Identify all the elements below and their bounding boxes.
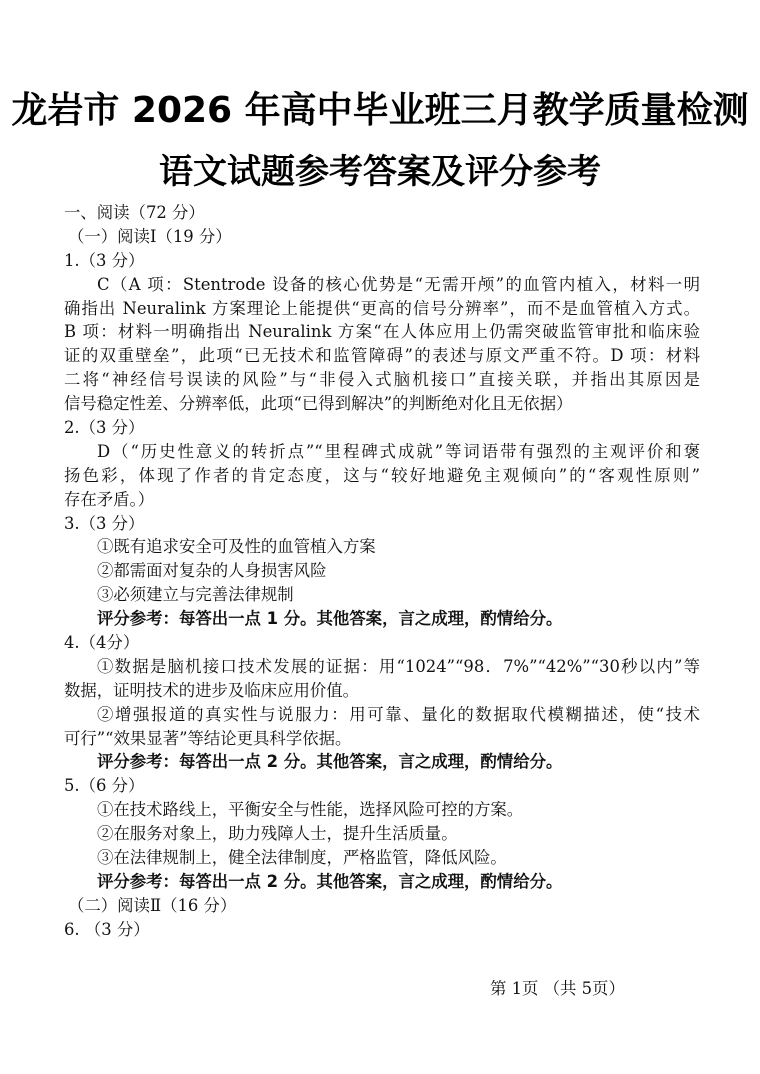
text-line: D（“历史性意义的转折点”“里程碑式成就”等词语带有强烈的主观评价和褒 xyxy=(97,441,700,461)
text-line: ②都需面对复杂的人身损害风险 xyxy=(97,561,327,581)
text-line: ③在法律规制上，健全法律制度，严格监管，降低风险。 xyxy=(97,848,507,868)
text-line: 评分参考：每答出一点 2 分。其他答案，言之成理，酌情给分。 xyxy=(97,752,563,772)
document-subtitle: 语文试题参考答案及评分参考 xyxy=(159,152,601,192)
text-line: 4.（4分） xyxy=(64,633,140,653)
text-line: ①数据是脑机接口技术发展的证据：用“1024”“98．7%”“42%”“30秒以内”等 xyxy=(97,656,700,676)
text-line: 扬色彩，体现了作者的肯定态度，这与“较好地避免主观倾向”的“客观性原则” xyxy=(64,465,700,485)
text-line: 2.（3 分） xyxy=(64,418,145,438)
text-line: （一）阅读Ⅰ（19 分） xyxy=(68,226,232,246)
text-line: 确指出 Neuralink 方案理论上能提供“更高的信号分辨率”，而不是血管植入方式。 xyxy=(64,298,700,318)
text-line: 评分参考：每答出一点 1 分。其他答案，言之成理，酌情给分。 xyxy=(97,609,563,629)
text-line: （二）阅读Ⅱ（16 分） xyxy=(68,895,237,915)
text-line: ②在服务对象上，助力残障人士，提升生活质量。 xyxy=(97,824,458,844)
answer-body xyxy=(64,201,700,942)
text-line: 二将“神经信号误读的风险”与“非侵入式脑机接口”直接关联，并指出其原因是 xyxy=(64,370,700,390)
text-line: 可行”“效果显著”等结论更具科学依据。 xyxy=(64,728,352,748)
text-line: 证的双重壁垒”，此项“已无技术和监管障碍”的表述与原文严重不符。D 项：材料 xyxy=(64,346,700,366)
text-line: B 项：材料一明确指出 Neuralink 方案“在人体应用上仍需突破监管审批和临床验 xyxy=(64,322,700,342)
text-line: ③必须建立与完善法律规制 xyxy=(97,585,294,605)
document-title: 龙岩市 2026 年高中毕业班三月教学质量检测 xyxy=(11,90,749,131)
text-line: 5.（6 分） xyxy=(64,776,145,796)
text-line: 存在矛盾。） xyxy=(64,489,155,509)
text-line: 评分参考：每答出一点 2 分。其他答案，言之成理，酌情给分。 xyxy=(97,871,563,891)
text-line: C（A 项：Stentrode 设备的核心优势是“无需开颅”的血管内植入，材料一明 xyxy=(97,274,700,294)
text-line: 一、阅读（72 分） xyxy=(64,203,205,222)
text-line: 3.（3 分） xyxy=(64,513,145,533)
page-footer: 第 1页 （共 5页） xyxy=(490,979,625,998)
text-line: 1.（3 分） xyxy=(64,250,145,270)
text-line: ①在技术路线上，平衡安全与性能，选择风险可控的方案。 xyxy=(97,800,524,820)
text-line: 数据，证明技术的进步及临床应用价值。 xyxy=(64,680,360,700)
text-line: ②增强报道的真实性与说服力：用可靠、量化的数据取代模糊描述，使“技术 xyxy=(97,704,700,724)
text-line: 信号稳定性差、分辨率低，此项“已得到解决”的判断绝对化且无依据） xyxy=(64,394,573,414)
text-line: 6. （3 分） xyxy=(64,919,150,939)
text-line: ①既有追求安全可及性的血管植入方案 xyxy=(97,537,376,557)
